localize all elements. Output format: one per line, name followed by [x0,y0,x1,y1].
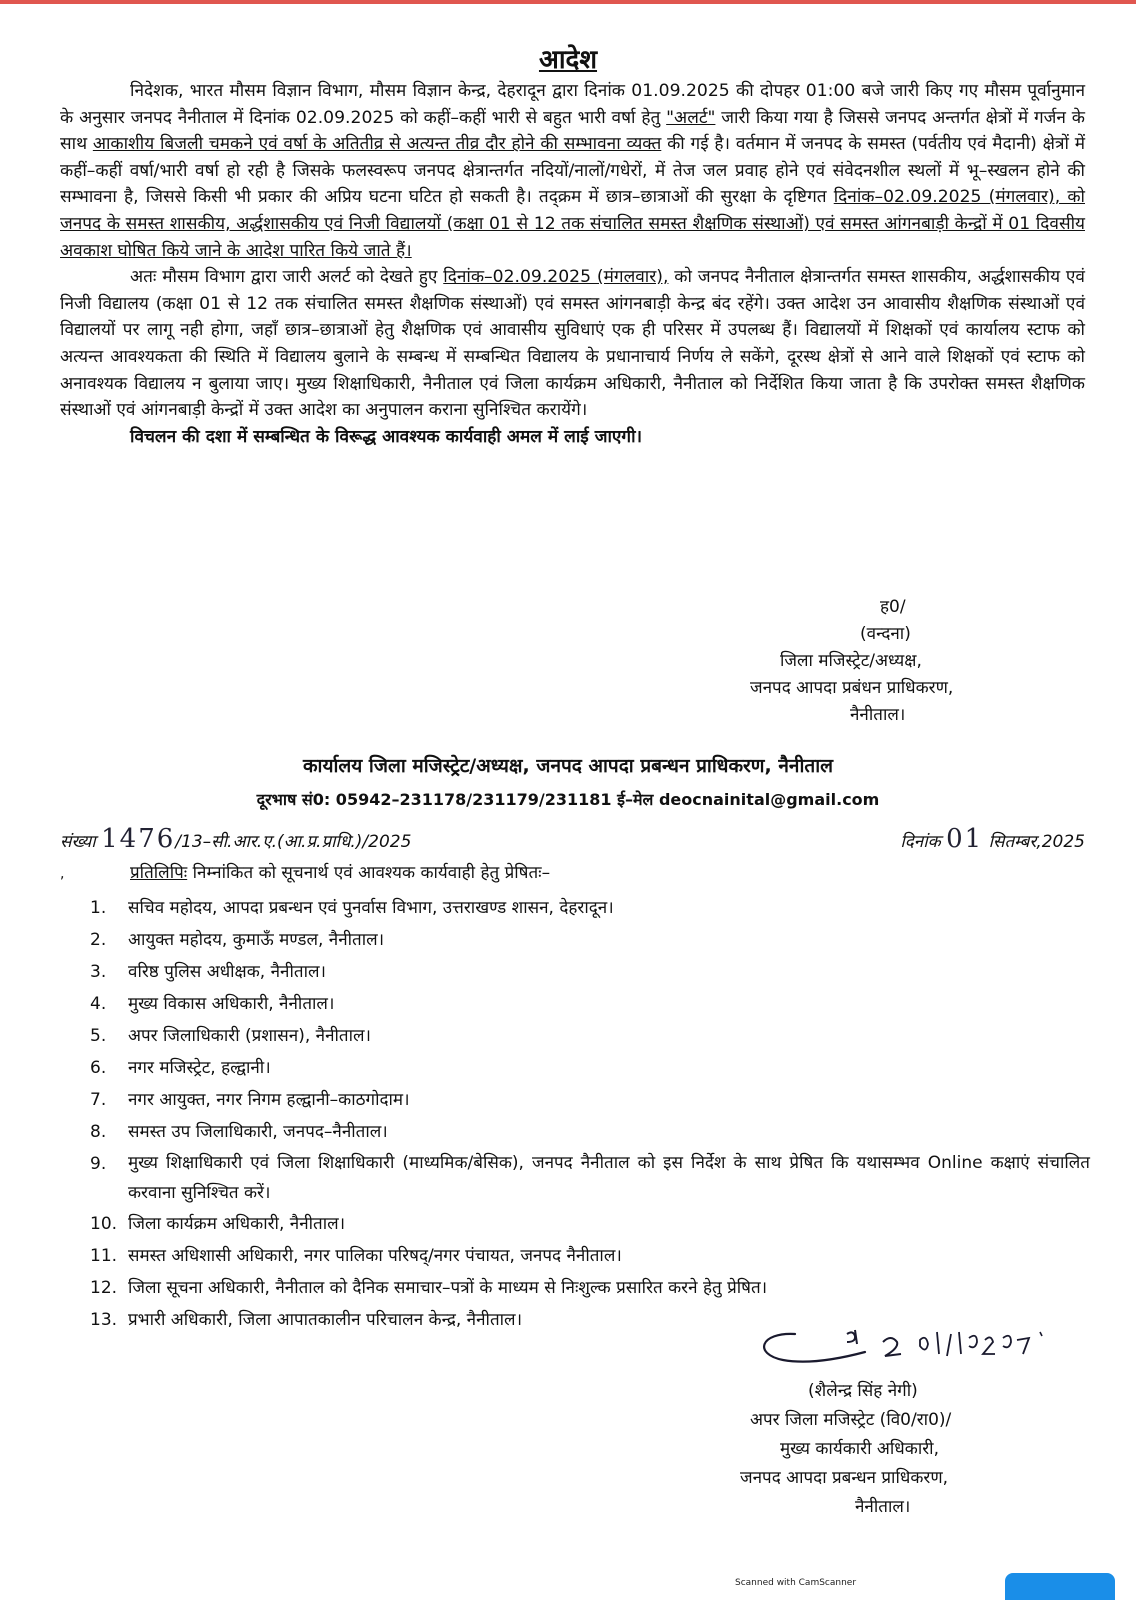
contact-line: दूरभाष सं0: 05942–231178/231179/231181 ई–मेल deocnainital@gmail.com [256,790,880,809]
sig2-role: मुख्य कार्यकारी अधिकारी, [780,1439,939,1459]
list-item-text: नगर आयुक्त, नगर निगम हल्द्वानी–काठगोदाम। [128,1090,410,1110]
list-item [90,1084,1090,1116]
list-item-text: वरिष्ठ पुलिस अधीक्षक, नैनीताल। [128,962,326,982]
list-item-number: 9. [90,1154,107,1174]
list-item [90,1116,1090,1148]
list-item-text: जिला सूचना अधिकारी, नैनीताल को दैनिक समाचार–पत्रों के माध्यम से निःशुल्क प्रसारित करने हेतु प्रेषित। [128,1278,768,1298]
reference-suffix: /13–सी.आर.ए.(आ.प्र.प्राधि.)/2025 [175,832,412,852]
copy-label: प्रतिलिपिः [130,863,188,883]
list-item-text: अपर जिलाधिकारी (प्रशासन), नैनीताल। [128,1026,371,1046]
list-item [90,1272,1090,1304]
copy-intro [130,860,550,883]
list-item-number: 3. [90,962,107,982]
scanner-watermark: Scanned with CamScanner [735,1578,857,1588]
sig2-authority: जनपद आपदा प्रबन्धन प्राधिकरण, [740,1468,949,1488]
list-item [90,1148,1090,1208]
date-label: दिनांक [900,832,941,852]
signature-block-adm [740,1377,1100,1522]
sig1-line1: ह0/ [880,597,906,617]
camscanner-logo [1005,1573,1115,1600]
office-heading: कार्यालय जिला मजिस्ट्रेट/अध्यक्ष, जनपद आपदा प्रबन्धन प्राधिकरण, नैनीताल [302,755,834,777]
list-item-number: 10. [90,1214,118,1234]
sig1-place: नैनीताल। [850,705,906,725]
order-body [60,78,1085,450]
list-item-text: नगर मजिस्ट्रेट, हल्द्वानी। [128,1058,271,1078]
list-item [90,924,1090,956]
para2-text-a: अतः मौसम विभाग द्वारा जारी अलर्ट को देखते हुए [130,267,444,288]
list-item [90,1208,1090,1240]
handwritten-signature [755,1326,1045,1376]
para1-underlined-holiday-order: दिनांक–02.09.2025 (मंगलवार), को जनपद के समस्त शासकीय, अर्द्धशासकीय एवं निजी विद्यालयों (कक्षा 01 से 12 तक संचालित समस्त शैक्षणिक संस्थाओं) एवं समस्त आंगनबाड़ी केन्द्रों में 01 दिवसीय अवकाश घोषित किये जाने के आदेश पारित किये जाते हैं। [60,187,1085,261]
sig1-designation: जिला मजिस्ट्रेट/अध्यक्ष, [780,651,922,671]
list-item-number: 5. [90,1026,107,1046]
sig2-designation: अपर जिला मजिस्ट्रेट (वि0/रा0)/ [750,1410,952,1430]
order-title: आदेश [538,45,598,75]
list-item [90,1240,1090,1272]
date-suffix: सितम्बर,2025 [988,832,1085,852]
list-item [90,1052,1090,1084]
warning-line: विचलन की दशा में सम्बन्धित के विरूद्ध आवश्यक कार्यवाही अमल में लाई जाएगी। [130,426,643,447]
signature-block-dm [750,594,1070,729]
para1-text-b: जारी किया गया है जिससे जनपद अन्तर्गत क्षेत्रों में गर्जन के साथ [60,107,1086,155]
margin-mark: , [60,866,65,882]
reference-number [60,824,411,854]
handwritten-number: 1476 [101,824,176,854]
para1-text-c: की गई है। वर्तमान में जनपद के समस्त (पर्वतीय एवं मैदानी) क्षेत्रों में कहीं–कहीं वर्षा/भारी वर्षा हो रही है जिसके फलस्वरूप जनपद क्षेत्रान्तर्गत नदियों/नालों/गधेरों, में तेज जल प्रवाह होने एवं संवेदनशील स्थलों में भू–स्खलन होने की सम्भावना है, जिससे किसी भी प्रकार की अप्रिय घटना घटित हो सकती है। तद्क्रम में छात्र–छात्राओं की सुरक्षा के दृष्टिगत [60,134,1085,208]
sig2-place: नैनीताल। [855,1497,911,1517]
para1-text-a: निदेशक, भारत मौसम विज्ञान विभाग, मौसम विज्ञान केन्द्र, देहरादून द्वारा दिनांक 01.09.2025 की दोपहर 01:00 बजे जारी किए गए मौसम पूर्वानुमान के अनुसार जनपद नैनीताल में दिनांक 02.09.2025 को कहीं–कहीं भारी से बहुत भारी वर्षा हेतु [60,81,1085,128]
list-item-text: समस्त अधिशासी अधिकारी, नगर पालिका परिषद्/नगर पंचायत, जनपद नैनीताल। [128,1246,622,1266]
list-item [90,988,1090,1020]
list-item-number: 2. [90,930,107,950]
paragraph-1 [60,78,1085,264]
list-item-number: 1. [90,898,107,918]
list-item-number: 11. [90,1246,118,1266]
list-item-number: 12. [90,1278,118,1298]
top-border [0,0,1136,4]
list-item [90,892,1090,924]
paragraph-2 [60,264,1085,424]
reference-label: संख्या [60,832,96,852]
reference-line [60,824,1085,854]
list-item-text: समस्त उप जिलाधिकारी, जनपद–नैनीताल। [128,1122,388,1142]
reference-date [900,824,1085,854]
copy-text: निम्नांकित को सूचनार्थ एवं आवश्यक कार्यवाही हेतु प्रेषितः– [187,863,551,883]
handwritten-day: 01 [946,824,984,854]
list-item-text: आयुक्त महोदय, कुमाऊँ मण्डल, नैनीताल। [128,930,385,950]
list-item-text: सचिव महोदय, आपदा प्रबन्धन एवं पुनर्वास विभाग, उत्तराखण्ड शासन, देहरादून। [128,898,614,918]
para1-underlined-forecast: आकाशीय बिजली चमकने एवं वर्षा के अतितीव्र से अत्यन्त तीव्र दौर होने की सम्भावना व्यक्त [92,134,662,155]
para2-text-b: को जनपद नैनीताल क्षेत्रान्तर्गत समस्त शासकीय, अर्द्धशासकीय एवं निजी विद्यालय (कक्षा 01 से 12 तक संचालित समस्त शैक्षणिक संस्थाओं) एवं समस्त आंगनबाड़ी केन्द्र बंद रहेंगे। उक्त आदेश उन आवासीय शैक्षणिक संस्थाओं एवं विद्यालयों पर लागू नही होगा, जहाँ छात्र–छात्राओं हेतु शैक्षणिक एवं आवासीय सुविधाएं एक ही परिसर में उपलब्ध हैं। विद्यालयों में शिक्षकों एवं कार्यालय स्टाफ को अत्यन्त आवश्यकता की स्थिति में विद्यालय बुलाने के सम्बन्ध में सम्बन्धित विद्यालय के प्रधानाचार्य निर्णय ले सकेंगे, दूरस्थ क्षेत्रों से आने वाले शिक्षकों एवं स्टाफ को अनावश्यक विद्यालय न बुलाया जाए। मुख्य शिक्षाधिकारी, नैनीताल एवं जिला कार्यक्रम अधिकारी, नैनीताल को निर्देशित किया जाता है कि उपरोक्त समस्त शैक्षणिक संस्थाओं एवं आंगनबाड़ी केन्द्रों में उक्त आदेश का अनुपालन कराना सुनिश्चित करायेंगे। [60,267,1085,421]
list-item-number: 6. [90,1058,107,1078]
sig1-name: (वन्दना) [860,624,911,644]
list-item-text: मुख्य विकास अधिकारी, नैनीताल। [128,994,335,1014]
list-item-number: 13. [90,1310,118,1330]
copy-list [90,892,1090,1336]
alert-term: "अलर्ट" [666,107,716,128]
list-item-text: प्रभारी अधिकारी, जिला आपातकालीन परिचालन केन्द्र, नैनीताल। [128,1310,523,1330]
list-item-number: 4. [90,994,107,1014]
list-item-text: जिला कार्यक्रम अधिकारी, नैनीताल। [128,1214,346,1234]
list-item-text: मुख्य शिक्षाधिकारी एवं जिला शिक्षाधिकारी (माध्यमिक/बेसिक), जनपद नैनीताल को इस निर्देश के साथ प्रेषित कि यथासम्भव Online कक्षाएं संचालित करवाना सुनिश्चित करें। [128,1153,1090,1203]
sig1-authority: जनपद आपदा प्रबंधन प्राधिकरण, [750,678,954,698]
list-item [90,1020,1090,1052]
list-item-number: 7. [90,1090,107,1110]
list-item-number: 8. [90,1122,107,1142]
sig2-name: (शैलेन्द्र सिंह नेगी) [808,1381,918,1401]
para2-underlined-date: दिनांक–02.09.2025 (मंगलवार), [443,267,669,288]
list-item [90,956,1090,988]
